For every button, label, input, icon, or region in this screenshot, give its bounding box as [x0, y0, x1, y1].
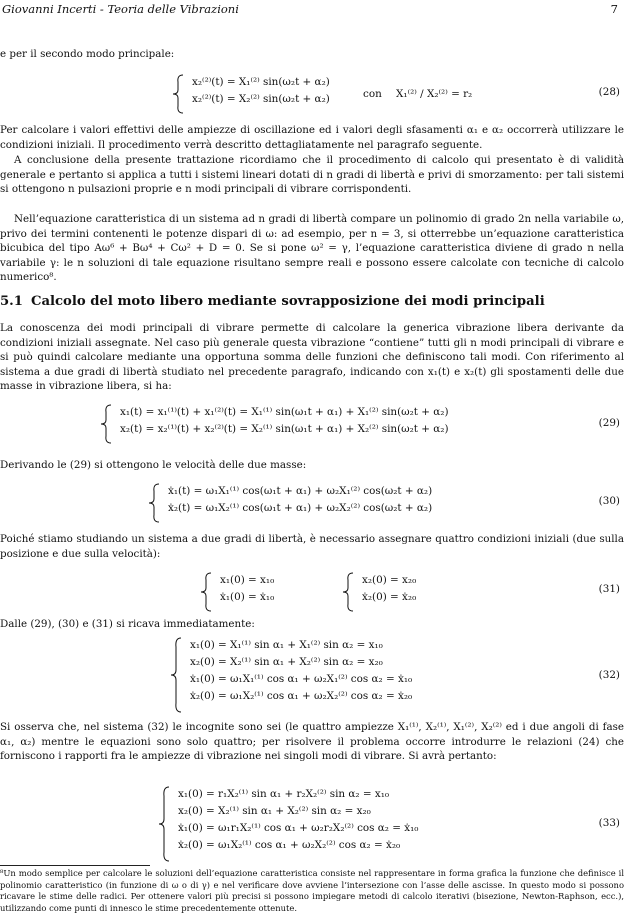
section-heading — [0, 293, 624, 311]
equation-29 — [100, 404, 449, 444]
equation-31-left — [200, 572, 274, 612]
equation-number-33: (33) — [598, 817, 620, 829]
eq28-line1: x₂⁽²⁾(t) = X₁⁽²⁾ sin(ω₂t + α₂) — [192, 76, 330, 88]
equation-28 — [172, 74, 330, 114]
left-brace — [172, 74, 186, 114]
paragraph-7: Dalle (29), (30) e (31) si ricava immediatamente: — [0, 618, 255, 630]
eq28-line2: x₂⁽²⁾(t) = X₂⁽²⁾ sin(ω₂t + α₂) — [192, 93, 330, 105]
equation-33 — [158, 786, 418, 862]
eq29-line1: x₁(t) = x₁⁽¹⁾(t) + x₁⁽²⁾(t) = X₁⁽¹⁾ sin(ω₁t + α₁) + X₁⁽²⁾ sin(ω₂t + α₂) — [120, 406, 449, 418]
eq29-line2: x₂(t) = x₂⁽¹⁾(t) + x₂⁽²⁾(t) = X₂⁽¹⁾ sin(ω₁t + α₁) + X₂⁽²⁾ sin(ω₂t + α₂) — [120, 423, 449, 435]
paragraph-1: Per calcolare i valori effettivi delle ampiezze di oscillazione ed i valori degli sfasamenti α₁ e α₂ occorrerà utilizzare le condizioni iniziali. Il procedimento verrà descritto dettagliatamente nel paragrafo seguente. — [0, 124, 624, 151]
equation-30 — [148, 483, 432, 523]
eq30-line1: ẋ₁(t) = ω₁X₁⁽¹⁾ cos(ω₁t + α₁) + ω₂X₁⁽²⁾ cos(ω₂t + α₂) — [168, 485, 433, 497]
eq33-line2: x₂(0) = X₂⁽¹⁾ sin α₁ + X₂⁽²⁾ sin α₂ = x₂₀ — [178, 805, 371, 817]
eq32-line1: x₁(0) = X₁⁽¹⁾ sin α₁ + X₁⁽²⁾ sin α₂ = x₁₀ — [190, 639, 383, 651]
paragraph-4: La conoscenza dei modi principali di vibrare permette di calcolare la generica vibrazione libera derivante da condizioni iniziali assegnate. Nel caso più generale questa vibrazione “contiene” tutti gli n modi principali di vibrare e si può quindi calcolare mediante una opportuna somma delle funzioni che definiscono tali modi. Con riferimento al sistema a due gradi di libertà studiato nel precedente paragrafo, indicando con x₁(t) e x₂(t) gli spostamenti delle due masse in vibrazione libera, si ha: — [0, 322, 624, 393]
equation-31-right — [342, 572, 416, 612]
left-brace — [100, 404, 114, 444]
paragraph-2-text: A conclusione della presente trattazione ricordiamo che il procedimento di calcolo qui presentato è di validità generale e pertanto si applica a tutti i sistemi lineari dotati di n gradi di libertà e privi di smorzamento: per tali sistemi si ottengono n pulsazioni proprie e n modi principali di vibrare corrispondenti. — [0, 154, 624, 196]
eq31-a1: x₁(0) = x₁₀ — [220, 574, 275, 586]
left-brace — [200, 572, 214, 612]
eq28-ratio: X₁⁽²⁾ / X₂⁽²⁾ = r₂ — [396, 88, 473, 100]
left-brace — [148, 483, 162, 523]
section-number: 5.1 — [0, 294, 23, 309]
eq31-a2: ẋ₁(0) = ẋ₁₀ — [220, 591, 275, 603]
equation-number-32: (32) — [598, 669, 620, 681]
eq32-line4: ẋ₂(0) = ω₁X₂⁽¹⁾ cos α₁ + ω₂X₂⁽²⁾ cos α₂ = ẋ₂₀ — [190, 690, 413, 702]
left-brace — [158, 786, 172, 862]
eq33-line3: ẋ₁(0) = ω₁r₁X₂⁽¹⁾ cos α₁ + ω₂r₂X₂⁽²⁾ cos α₂ = ẋ₁₀ — [178, 822, 419, 834]
paragraph-6: Poiché stiamo studiando un sistema a due gradi di libertà, è necessario assegnare quattro condizioni iniziali (due sulla posizione e due sulla velocità): — [0, 533, 624, 560]
section-title: Calcolo del moto libero mediante sovrapposizione dei modi principali — [30, 294, 545, 309]
header-author-title: Giovanni Incerti - Teoria delle Vibrazioni — [2, 2, 239, 16]
eq31-b1: x₂(0) = x₂₀ — [362, 574, 417, 586]
footnote-8: ⁸Un modo semplice per calcolare le soluzioni dell’equazione caratteristica consiste nel rappresentare in forma grafica la funzione che definisce il polinomio caratteristico (in funzione di ω o di γ) e nel verificare dove avviene l’intersezione con l’asse delle ascisse. In questo modo si possono ricavare le stime delle radici. Per ottenere valori più precisi si possono impiegare metodi di calcolo iterativi (bisezione, Newton-Raphson, ecc.), utilizzando come punti di innesco le stime precedentemente ottenute. — [0, 868, 624, 913]
equation-number-28: (28) — [598, 86, 620, 98]
left-brace — [342, 572, 356, 612]
eq28-con: con — [363, 88, 382, 100]
page-number: 7 — [610, 2, 618, 16]
paragraph-2 — [0, 153, 624, 197]
eq33-line1: x₁(0) = r₁X₂⁽¹⁾ sin α₁ + r₂X₂⁽²⁾ sin α₂ = x₁₀ — [178, 788, 390, 800]
intro-line: e per il secondo modo principale: — [0, 48, 175, 60]
paragraph-3 — [0, 212, 624, 285]
eq33-line4: ẋ₂(0) = ω₁X₂⁽¹⁾ cos α₁ + ω₂X₂⁽²⁾ cos α₂ = ẋ₂₀ — [178, 839, 401, 851]
footnote-rule — [0, 865, 150, 866]
left-brace — [170, 637, 184, 713]
equation-number-29: (29) — [598, 417, 620, 429]
equation-number-30: (30) — [598, 495, 620, 507]
paragraph-5: Derivando le (29) si ottengono le velocità delle due masse: — [0, 459, 307, 471]
paragraph-3-text: Nell’equazione caratteristica di un sistema ad n gradi di libertà compare un polinomio di grado 2n nella variabile ω, privo dei termini contenenti le potenze dispari di ω: ad esempio, per n = 3, si otterrebbe un’equazione caratteristica bicubica del tipo Aω⁶ + Bω⁴ + Cω² + D = 0. Se si pone ω² = γ, l’equazione caratteristica diviene di grado n nella variabile γ: le n soluzioni di tale equazione risultano sempre reali e possono essere calcolate con tecniche di calcolo numerico⁸. — [0, 213, 624, 284]
eq32-line2: x₂(0) = X₂⁽¹⁾ sin α₁ + X₂⁽²⁾ sin α₂ = x₂₀ — [190, 656, 383, 668]
eq32-line3: ẋ₁(0) = ω₁X₁⁽¹⁾ cos α₁ + ω₂X₁⁽²⁾ cos α₂ = ẋ₁₀ — [190, 673, 413, 685]
equation-32 — [170, 637, 412, 713]
eq30-line2: ẋ₂(t) = ω₁X₂⁽¹⁾ cos(ω₁t + α₁) + ω₂X₂⁽²⁾ cos(ω₂t + α₂) — [168, 502, 433, 514]
running-header — [0, 2, 624, 16]
eq31-b2: ẋ₂(0) = ẋ₂₀ — [362, 591, 417, 603]
paragraph-8: Si osserva che, nel sistema (32) le incognite sono sei (le quattro ampiezze X₁⁽¹⁾, X₂⁽¹⁾, X₁⁽²⁾, X₂⁽²⁾ ed i due angoli di fase α₁, α₂) mentre le equazioni sono solo quattro; per risolvere il problema occorre introdurre le relazioni (24) che forniscono i rapporti fra le ampiezze di vibrazione nei singoli modi di vibrare. Si avrà pertanto: — [0, 721, 624, 763]
equation-number-31: (31) — [598, 583, 620, 595]
